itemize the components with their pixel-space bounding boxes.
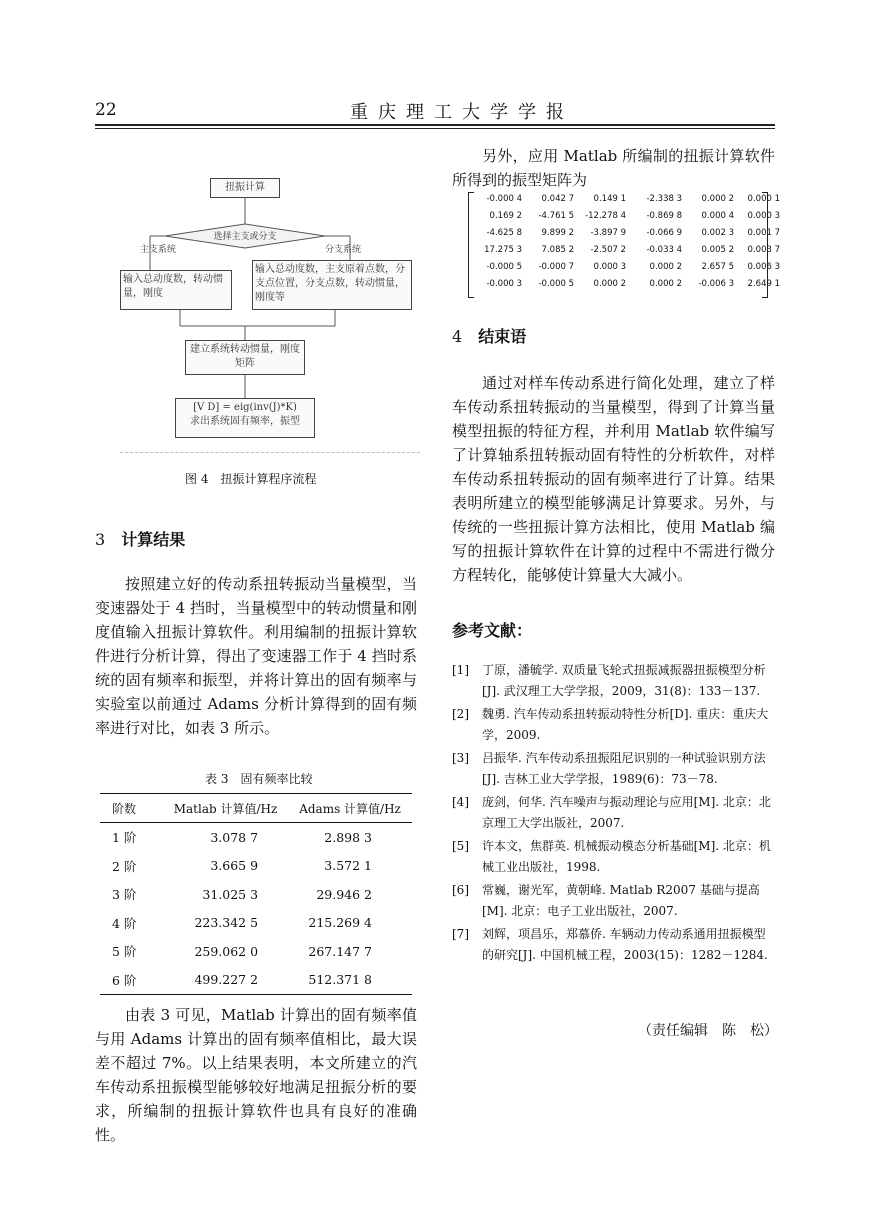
table-cell: 6 阶 bbox=[100, 966, 163, 995]
matrix-cell: 0.006 3 bbox=[747, 262, 780, 272]
flow-solve-text: 求出系统固有频率，振型 bbox=[190, 416, 300, 427]
matrix-cell: -0.000 4 bbox=[486, 194, 522, 204]
flow-left-input-box: 输入总动度数，转动惯量，刚度 bbox=[120, 270, 232, 310]
matrix-cell: 2.649 1 bbox=[747, 279, 780, 289]
reference-item bbox=[452, 836, 775, 878]
table-row bbox=[100, 880, 412, 909]
table-cell: 31.025 3 bbox=[202, 886, 259, 902]
section4-para-text: 通过对样车传动系进行简化处理，建立了样车传动系扭转振动的当量模型，得到了计算当量模型扭振的特征方程，并利用 Matlab 软件编写了计算轴系扭转振动固有特性的分析软件，对样车传动系扭转振动的固有频率进行了计算。结果表明所建立的模型能够满足计算要求。另外，与传统的一些扭振计算方法相比，使用 Matlab 编写的扭振计算软件在计算的过程中不需进行微分方程转化，能够使计算量大大减小。 bbox=[452, 374, 775, 584]
flow-right-branch-label: 分支系统 bbox=[325, 245, 362, 255]
table-row bbox=[100, 909, 412, 938]
matrix-cell: 0.003 7 bbox=[747, 245, 780, 255]
matrix-cell: -0.000 5 bbox=[486, 262, 522, 272]
table-cell: 3.572 1 bbox=[324, 858, 372, 874]
table-row bbox=[100, 852, 412, 881]
matrix-cell: 0.000 2 bbox=[593, 279, 626, 289]
table-cell: 223.342 5 bbox=[194, 915, 259, 931]
matrix-row bbox=[476, 194, 780, 211]
matrix-cell: 9.899 2 bbox=[541, 228, 574, 238]
matrix-cell: 0.042 7 bbox=[541, 194, 574, 204]
reference-number: [5] bbox=[452, 839, 469, 853]
section4-number: 4 bbox=[452, 327, 463, 346]
matrix-row bbox=[476, 211, 780, 228]
flowchart bbox=[120, 160, 420, 453]
section3-para2-text: 由表 3 可见，Matlab 计算出的固有频率值与用 Adams 计算出的固有频率值相比，最大误差不超过 7%。以上结果表明，本文所建立的汽车传动系扭振模型能够较好地满足扭振分析的要求，所编制的扭振计算软件也具有良好的准确性。 bbox=[95, 1006, 417, 1144]
table-cell: 499.227 2 bbox=[163, 966, 288, 995]
reference-text: 丁原，潘毓学. 双质量飞轮式扭振减振器扭振模型分析[J]. 武汉理工大学学报，2009，31(8)：133－137. bbox=[482, 663, 766, 698]
matrix-cell: -4.625 8 bbox=[486, 228, 522, 238]
table-cell: 267.147 7 bbox=[308, 943, 372, 959]
matrix-cell: -0.006 3 bbox=[698, 279, 734, 289]
page-number: 22 bbox=[95, 100, 117, 120]
flow-build-box: 建立系统转动惯量，刚度矩阵 bbox=[185, 340, 305, 375]
matrix-cell: -2.338 3 bbox=[646, 194, 682, 204]
table-row bbox=[100, 937, 412, 966]
matrix-cell: 0.005 2 bbox=[701, 245, 734, 255]
section3-para1-text: 按照建立好的传动系扭转振动当量模型，当变速器处于 4 挡时，当量模型中的转动惯量和刚度值输入扭振计算软件。利用编制的扭振计算软件进行分析计算，得出了变速器工作于 4 挡时系统的固有频率和振型，并将计算出的固有频率与实验室以前通过 Adams 分析计算得到的固有频率进行对比，如表 3 所示。 bbox=[95, 575, 417, 737]
matrix-cell: -4.761 5 bbox=[538, 211, 574, 221]
reference-text: 常巍，谢光军，黄朝峰. Matlab R2007 基础与提高[M]. 北京：电子工业出版社，2007. bbox=[482, 883, 760, 918]
table-cell: 1 阶 bbox=[112, 830, 137, 846]
matrix-cell: 0.000 2 bbox=[649, 262, 682, 272]
references-heading: 参考文献： bbox=[452, 621, 533, 640]
matrix-cell: 0.000 3 bbox=[593, 262, 626, 272]
table-body bbox=[100, 823, 412, 995]
flow-solve-box bbox=[175, 398, 315, 438]
table-cell: 2.898 3 bbox=[324, 829, 372, 845]
table-header-cell: Matlab 计算值/Hz bbox=[163, 794, 288, 823]
reference-item bbox=[452, 704, 775, 746]
reference-text: 魏勇. 汽车传动系扭转振动特性分析[D]. 重庆：重庆大学，2009. bbox=[482, 707, 769, 742]
mode-shape-matrix bbox=[468, 192, 780, 296]
reference-item bbox=[452, 792, 775, 834]
table-row bbox=[100, 823, 412, 852]
table-header-cell: 阶数 bbox=[100, 794, 163, 823]
reference-number: [4] bbox=[452, 795, 469, 809]
matrix-cell: 7.085 2 bbox=[541, 245, 574, 255]
frequency-table bbox=[100, 793, 412, 995]
matrix-cell: -0.033 4 bbox=[646, 245, 682, 255]
section4-paragraph bbox=[452, 371, 775, 587]
reference-number: [7] bbox=[452, 927, 469, 941]
table-cell: 3 阶 bbox=[112, 887, 137, 903]
reference-number: [1] bbox=[452, 663, 469, 677]
matrix-cell: -0.000 3 bbox=[486, 279, 522, 289]
matrix-cell: 0.002 3 bbox=[701, 228, 734, 238]
table-cell: 3.665 9 bbox=[210, 858, 259, 874]
reference-number: [6] bbox=[452, 883, 469, 897]
header-rule-thin bbox=[95, 128, 775, 129]
matrix-cell: 0.000 2 bbox=[649, 279, 682, 289]
table-cell: 259.062 0 bbox=[194, 943, 259, 959]
table-caption: 表 3 固有频率比较 bbox=[205, 772, 313, 786]
table-cell: 215.269 4 bbox=[308, 915, 372, 931]
reference-text: 吕振华. 汽车传动系扭振阻尼识别的一种试验识别方法[J]. 吉林工业大学学报，1989(6)：73－78. bbox=[482, 751, 766, 786]
table-cell: 4 阶 bbox=[112, 915, 137, 931]
flow-left-branch-label: 主支系统 bbox=[140, 245, 177, 255]
figure-caption: 图 4 扭振计算程序流程 bbox=[185, 472, 317, 486]
matrix-cell: -0.000 7 bbox=[538, 262, 574, 272]
matrix-cell: 0.001 7 bbox=[747, 228, 780, 238]
matrix-cell: -12.278 4 bbox=[585, 211, 626, 221]
table-header-cell: Adams 计算值/Hz bbox=[288, 794, 412, 823]
section4-title: 结束语 bbox=[478, 327, 527, 346]
reference-number: [2] bbox=[452, 707, 469, 721]
reference-item bbox=[452, 880, 775, 922]
section3-paragraph2 bbox=[95, 1003, 417, 1147]
reference-text: 庞剑，何华. 汽车噪声与振动理论与应用[M]. 北京：北京理工大学出版社，2007. bbox=[482, 795, 771, 830]
table-header-row bbox=[100, 794, 412, 823]
table-cell: 5 阶 bbox=[112, 944, 137, 960]
matrix-cell: -3.897 9 bbox=[590, 228, 626, 238]
flow-start-box: 扭振计算 bbox=[210, 178, 280, 198]
journal-title: 重庆理工大学学报 bbox=[350, 102, 574, 123]
references-list bbox=[452, 660, 775, 968]
table-cell: 3.078 7 bbox=[210, 829, 259, 845]
flow-solve-formula: [V D] = eig(inv(J)*K) bbox=[193, 402, 297, 413]
reference-number: [3] bbox=[452, 751, 469, 765]
table-cell: 2 阶 bbox=[112, 858, 137, 874]
matrix-row bbox=[476, 262, 780, 279]
matrix-row bbox=[476, 279, 780, 296]
flow-decision-label: 选择主支或分支 bbox=[213, 232, 277, 242]
reference-item bbox=[452, 924, 775, 966]
editor-note: （责任编辑 陈 松） bbox=[638, 1023, 778, 1039]
matrix-intro bbox=[452, 144, 775, 192]
reference-text: 刘辉，项昌乐，郑慕侨. 车辆动力传动系通用扭振模型的研究[J]. 中国机械工程，2003(15)：1282－1284. bbox=[482, 927, 768, 962]
matrix-cell: 0.000 3 bbox=[747, 211, 780, 221]
table-cell: 512.371 8 bbox=[288, 966, 412, 995]
matrix-cell: 0.000 4 bbox=[701, 211, 734, 221]
matrix-left-bracket bbox=[468, 192, 474, 298]
matrix-cell: 0.000 2 bbox=[701, 194, 734, 204]
matrix-row bbox=[476, 245, 780, 262]
matrix-row bbox=[476, 228, 780, 245]
matrix-cell: -0.000 5 bbox=[538, 279, 574, 289]
table-row bbox=[100, 966, 412, 995]
table-cell: 29.946 2 bbox=[316, 886, 372, 902]
section3-number: 3 bbox=[95, 530, 106, 549]
matrix-cell: 0.169 2 bbox=[489, 211, 522, 221]
flow-right-input-box: 输入总动度数，主支原着点数，分支点位置，分支点数，转动惯量，刚度等 bbox=[252, 260, 412, 310]
matrix-cell: 17.275 3 bbox=[484, 245, 522, 255]
reference-item bbox=[452, 748, 775, 790]
matrix-cell: -2.507 2 bbox=[590, 245, 626, 255]
header-rule bbox=[95, 124, 775, 126]
matrix-cell: 0.000 1 bbox=[747, 194, 780, 204]
section3-paragraph1 bbox=[95, 572, 417, 740]
matrix-intro-text: 另外，应用 Matlab 所编制的扭振计算软件所得到的振型矩阵为 bbox=[452, 147, 775, 189]
section3-heading bbox=[95, 527, 185, 550]
matrix-cell: -0.869 8 bbox=[646, 211, 682, 221]
reference-item bbox=[452, 660, 775, 702]
section3-title: 计算结果 bbox=[121, 530, 186, 549]
matrix-cell: -0.066 9 bbox=[646, 228, 682, 238]
section4-heading bbox=[452, 324, 526, 347]
matrix-cell: 0.149 1 bbox=[593, 194, 626, 204]
reference-text: 许本文，焦群英. 机械振动模态分析基础[M]. 北京：机械工业出版社，1998. bbox=[482, 839, 771, 874]
matrix-cell: 2.657 5 bbox=[701, 262, 734, 272]
